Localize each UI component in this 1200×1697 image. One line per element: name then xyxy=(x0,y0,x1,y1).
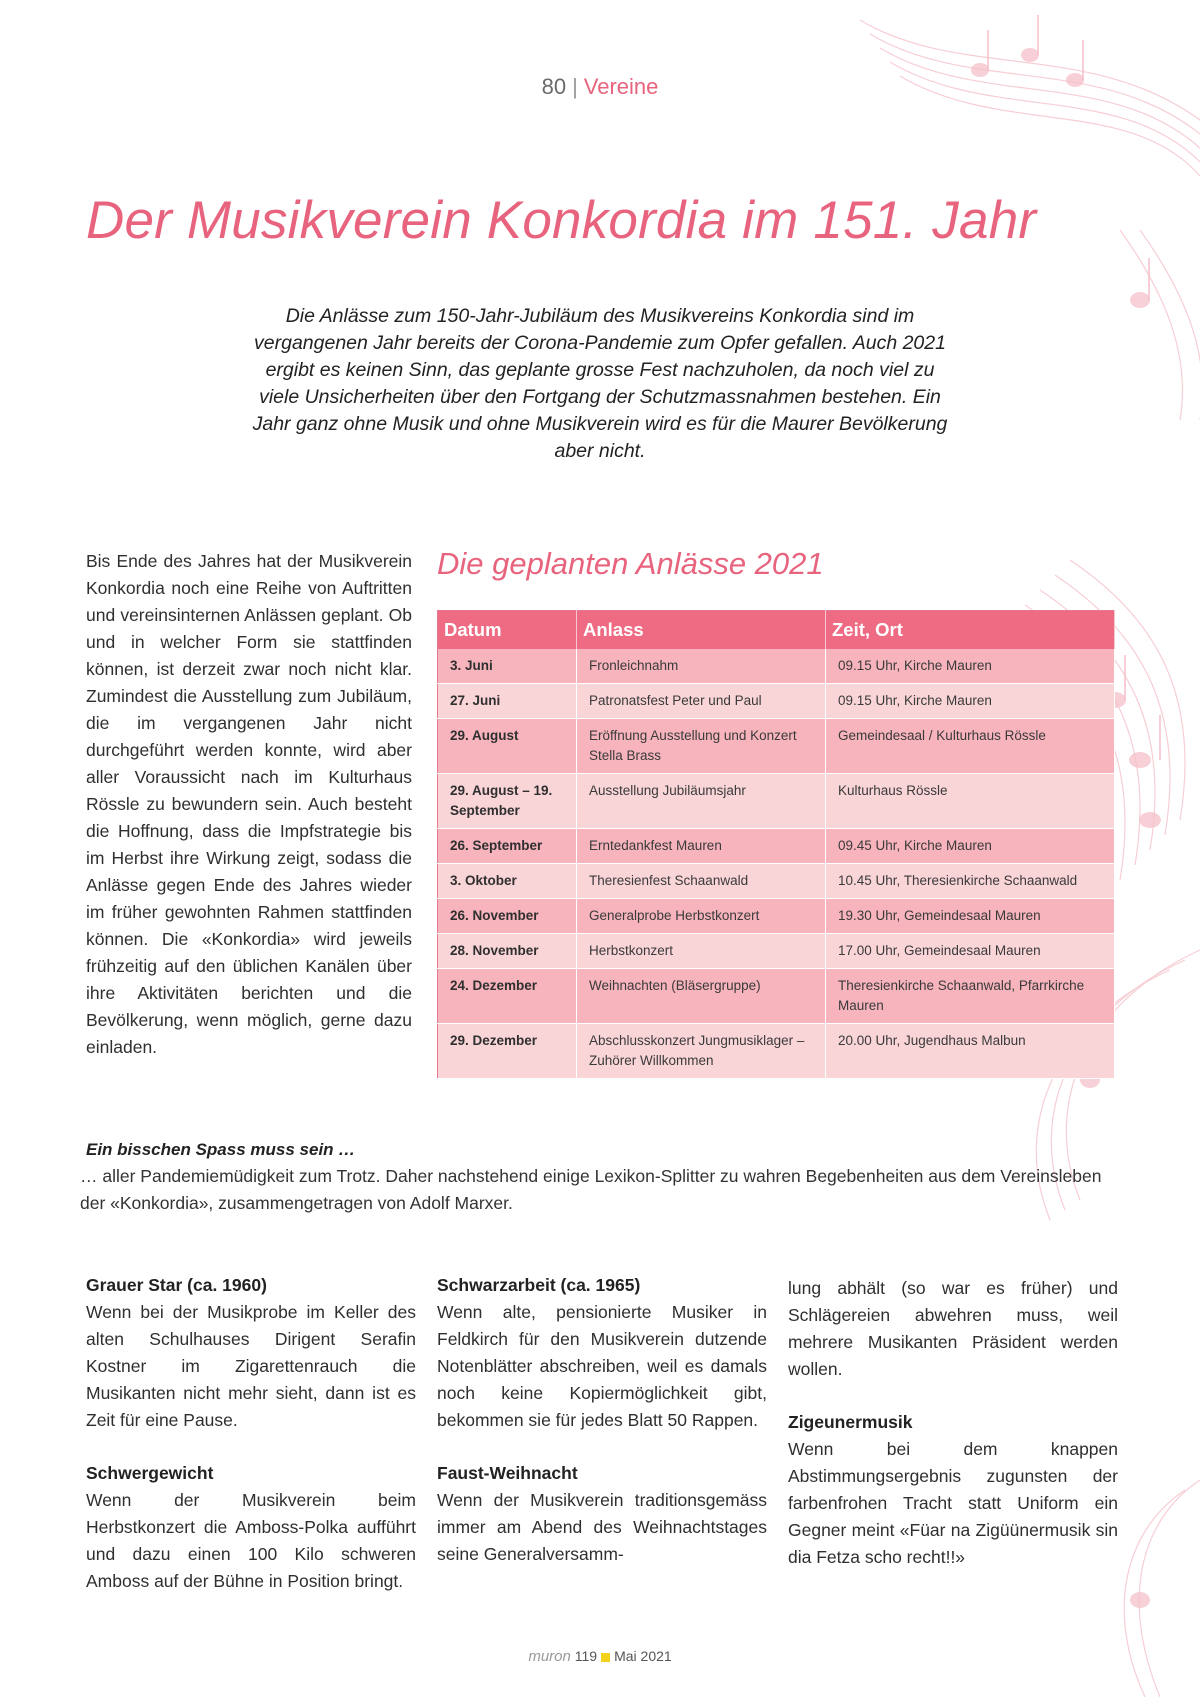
lexikon-column-3 xyxy=(788,1275,1118,1597)
cell-date: 26. September xyxy=(438,829,577,864)
page-number: 80 xyxy=(541,74,567,99)
cell-event: Theresienfest Schaanwald xyxy=(577,864,826,899)
lexikon-text-continuation: lung abhält (so war es früher) und Schlägereien abwehren muss, weil mehrere Musikanten Präsident werden wollen. xyxy=(788,1278,1118,1379)
cell-place: Gemeindesaal / Kulturhaus Rössle xyxy=(826,719,1115,774)
cell-place: Theresienkirche Schaanwald, Pfarrkirche Mauren xyxy=(826,969,1115,1024)
article-intro: Die Anlässe zum 150-Jahr-Jubiläum des Musikvereins Konkordia sind im vergangenen Jahr bereits der Corona-Pandemie zum Opfer gefallen. Auch 2021 ergibt es keinen Sinn, das geplante grosse Fest nachzuholen, da noch viel zu viele Unsicherheiten über den Fortgang der Schutzmassnahmen bestehen. Ein Jahr ganz ohne Musik und ohne Musikverein wird es für die Maurer Bevölkerung aber nicht. xyxy=(252,305,948,462)
spass-text: … aller Pandemiemüdigkeit zum Trotz. Daher nachstehend einige Lexikon-Splitter zu wahren Begebenheiten aus dem Vereinsleben der «Konkordia», zusammengetragen von Adolf Marxer. xyxy=(80,1166,1102,1213)
table-row xyxy=(438,934,1115,969)
magazine-name: muron xyxy=(528,1648,571,1665)
table-row xyxy=(438,649,1115,684)
article-title: Der Musikverein Konkordia im 151. Jahr xyxy=(86,191,1037,250)
section-name: Vereine xyxy=(583,74,659,99)
cell-place: 17.00 Uhr, Gemeindesaal Mauren xyxy=(826,934,1115,969)
cell-event: Fronleichnahm xyxy=(577,649,826,684)
cell-place: 19.30 Uhr, Gemeindesaal Mauren xyxy=(826,899,1115,934)
cell-event: Eröffnung Ausstellung und Konzert Stella Brass xyxy=(577,719,826,774)
lexikon-text: Wenn alte, pensionierte Musiker in Feldkirch für den Musikverein dutzende Notenblätter abschreiben, weil es damals noch keine Kopiermöglichkeit gibt, bekommen sie für jedes Blatt 50 Rappen. xyxy=(437,1302,767,1430)
issue-date: Mai 2021 xyxy=(614,1648,672,1664)
table-row xyxy=(438,684,1115,719)
col-header-date: Datum xyxy=(438,611,577,650)
cell-event: Herbstkonzert xyxy=(577,934,826,969)
cell-event: Weihnachten (Bläsergruppe) xyxy=(577,969,826,1024)
table-title: Die geplanten Anlässe 2021 xyxy=(437,546,824,581)
cell-event: Abschlusskonzert Jungmusiklager – Zuhörer Willkommen xyxy=(577,1024,826,1079)
page-header xyxy=(0,74,1200,100)
cell-date: 29. Dezember xyxy=(438,1024,577,1079)
lexikon-heading: Faust-Weihnacht xyxy=(437,1463,578,1483)
events-table xyxy=(437,610,1115,1079)
lexikon-column-2 xyxy=(437,1272,767,1594)
lexikon-heading: Schwarzarbeit (ca. 1965) xyxy=(437,1275,641,1295)
lexikon-heading: Schwergewicht xyxy=(86,1463,214,1483)
footer-square-icon xyxy=(601,1653,610,1662)
lexikon-text: Wenn bei dem knappen Abstimmungsergebnis zugunsten der farbenfrohen Tracht statt Uniform ein Gegner meint «Füar na Zigüünermusik sin dia Fetza scho recht!!» xyxy=(788,1439,1118,1567)
cell-date: 29. August – 19. September xyxy=(438,774,577,829)
left-column-text: Bis Ende des Jahres hat der Musikverein Konkordia noch eine Reihe von Auftritten und vereinsinternen Anlässen geplant. Ob und in welcher Form sie stattfinden können, ist derzeit zwar noch nicht klar. Zumindest die Ausstellung zum Jubiläum, die im vergangenen Jahr nicht durchgeführt werden konnte, wird aber aller Voraussicht nach im Kulturhaus Rössle zu bewundern sein. Auch besteht die Hoffnung, dass die Impfstrategie bis im Herbst ihre Wirkung zeigt, sodass die Anlässe gegen Ende des Jahres wieder im früher gewohnten Rahmen stattfinden können. Die «Konkordia» wird jeweils frühzeitig auf den üblichen Kanälen über ihre Aktivitäten berichten und die Bevölkerung, wenn möglich, gerne dazu einladen. xyxy=(86,551,412,1057)
col-header-place: Zeit, Ort xyxy=(826,611,1115,650)
cell-date: 24. Dezember xyxy=(438,969,577,1024)
table-row xyxy=(438,829,1115,864)
cell-event: Generalprobe Herbstkonzert xyxy=(577,899,826,934)
page-footer xyxy=(0,1648,1200,1665)
cell-place: 09.15 Uhr, Kirche Mauren xyxy=(826,649,1115,684)
table-row xyxy=(438,864,1115,899)
spass-heading: Ein bisschen Spass muss sein … xyxy=(86,1140,356,1159)
lexikon-column-1 xyxy=(86,1272,416,1621)
lexikon-heading: Zigeunermusik xyxy=(788,1412,913,1432)
table-row xyxy=(438,1024,1115,1079)
cell-event: Patronatsfest Peter und Paul xyxy=(577,684,826,719)
cell-date: 29. August xyxy=(438,719,577,774)
table-row xyxy=(438,719,1115,774)
lexikon-text: Wenn der Musikverein beim Herbstkonzert die Amboss-Polka aufführt und dazu einen 100 Kilo schweren Amboss auf der Bühne in Position bringt. xyxy=(86,1490,416,1591)
cell-date: 3. Oktober xyxy=(438,864,577,899)
table-row xyxy=(438,899,1115,934)
table-row xyxy=(438,774,1115,829)
cell-date: 3. Juni xyxy=(438,649,577,684)
cell-place: 09.15 Uhr, Kirche Mauren xyxy=(826,684,1115,719)
cell-place: 09.45 Uhr, Kirche Mauren xyxy=(826,829,1115,864)
lexikon-text: Wenn der Musikverein traditionsgemäss immer am Abend des Weihnachtstages seine Generalversamm- xyxy=(437,1490,767,1564)
cell-place: 20.00 Uhr, Jugendhaus Malbun xyxy=(826,1024,1115,1079)
lexikon-text: Wenn bei der Musikprobe im Keller des alten Schulhauses Dirigent Serafin Kostner im Zigarettenrauch die Musikanten nicht mehr sieht, dann ist es Zeit für eine Pause. xyxy=(86,1302,416,1430)
table-row xyxy=(438,969,1115,1024)
cell-date: 27. Juni xyxy=(438,684,577,719)
cell-event: Ausstellung Jubiläumsjahr xyxy=(577,774,826,829)
cell-event: Erntedankfest Mauren xyxy=(577,829,826,864)
cell-place: 10.45 Uhr, Theresienkirche Schaanwald xyxy=(826,864,1115,899)
issue-number: 119 xyxy=(574,1648,598,1664)
cell-place: Kulturhaus Rössle xyxy=(826,774,1115,829)
cell-date: 28. November xyxy=(438,934,577,969)
cell-date: 26. November xyxy=(438,899,577,934)
header-separator: | xyxy=(572,74,578,99)
col-header-event: Anlass xyxy=(577,611,826,650)
lexikon-heading: Grauer Star (ca. 1960) xyxy=(86,1275,267,1295)
table-header-row xyxy=(438,611,1115,650)
